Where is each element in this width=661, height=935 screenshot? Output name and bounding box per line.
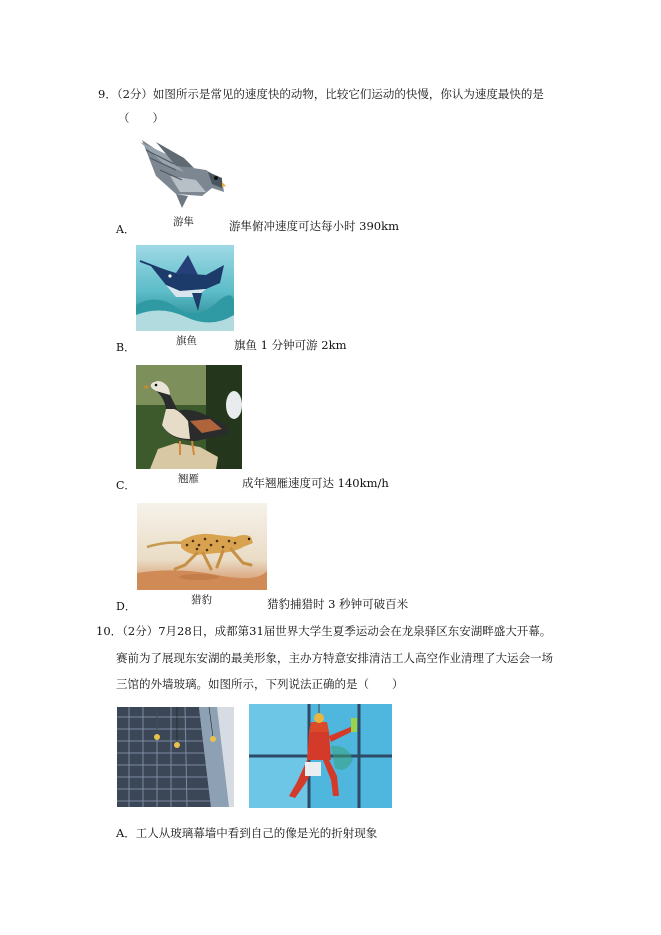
option-b-letter: B．: [116, 341, 136, 354]
window-cleaner-image: [249, 704, 392, 808]
falcon-image: [136, 136, 228, 214]
option-a-letter: A．: [116, 223, 135, 236]
option-c-letter: C．: [116, 479, 136, 492]
falcon-caption: 游隼: [173, 216, 194, 228]
q10-stem-line-2: 赛前为了展现东安湖的最美形象，主办方特意安排清洁工人高空作业清理了大运会一场: [116, 651, 553, 665]
cheetah-caption: 猎豹: [191, 594, 212, 606]
option-b-text: 旗鱼 1 分钟可游 2km: [234, 338, 347, 352]
option-c-text: 成年翘雁速度可达 140km/h: [242, 476, 389, 490]
marlin-caption: 旗鱼: [176, 335, 197, 347]
q9-stem: 9．（2分）如图所示是常见的速度快的动物，比较它们运动的快慢，你认为速度最快的是: [98, 87, 544, 101]
cheetah-image: [137, 503, 267, 590]
q9-answer-blank: （ ）: [118, 111, 164, 125]
option-d-letter: D．: [116, 600, 136, 613]
option-d-text: 猎豹捕猎时 3 秒钟可破百米: [267, 597, 409, 611]
goose-caption: 翘雁: [178, 473, 199, 485]
q10-option-a: A．工人从玻璃幕墙中看到自己的像是光的折射现象: [116, 826, 378, 840]
q10-stem-line-1: 10．（2分）7月28日，成都第31届世界大学生夏季运动会在龙泉驿区东安湖畔盛大开幕。: [96, 624, 552, 638]
marlin-image: [136, 245, 234, 331]
goose-image: [136, 365, 242, 469]
q10-stem-line-3: 三馆的外墙玻璃。如图所示，下列说法正确的是（ ）: [116, 677, 404, 691]
building-facade-image: [117, 707, 234, 807]
option-a-text: 游隼俯冲速度可达每小时 390km: [229, 219, 399, 233]
